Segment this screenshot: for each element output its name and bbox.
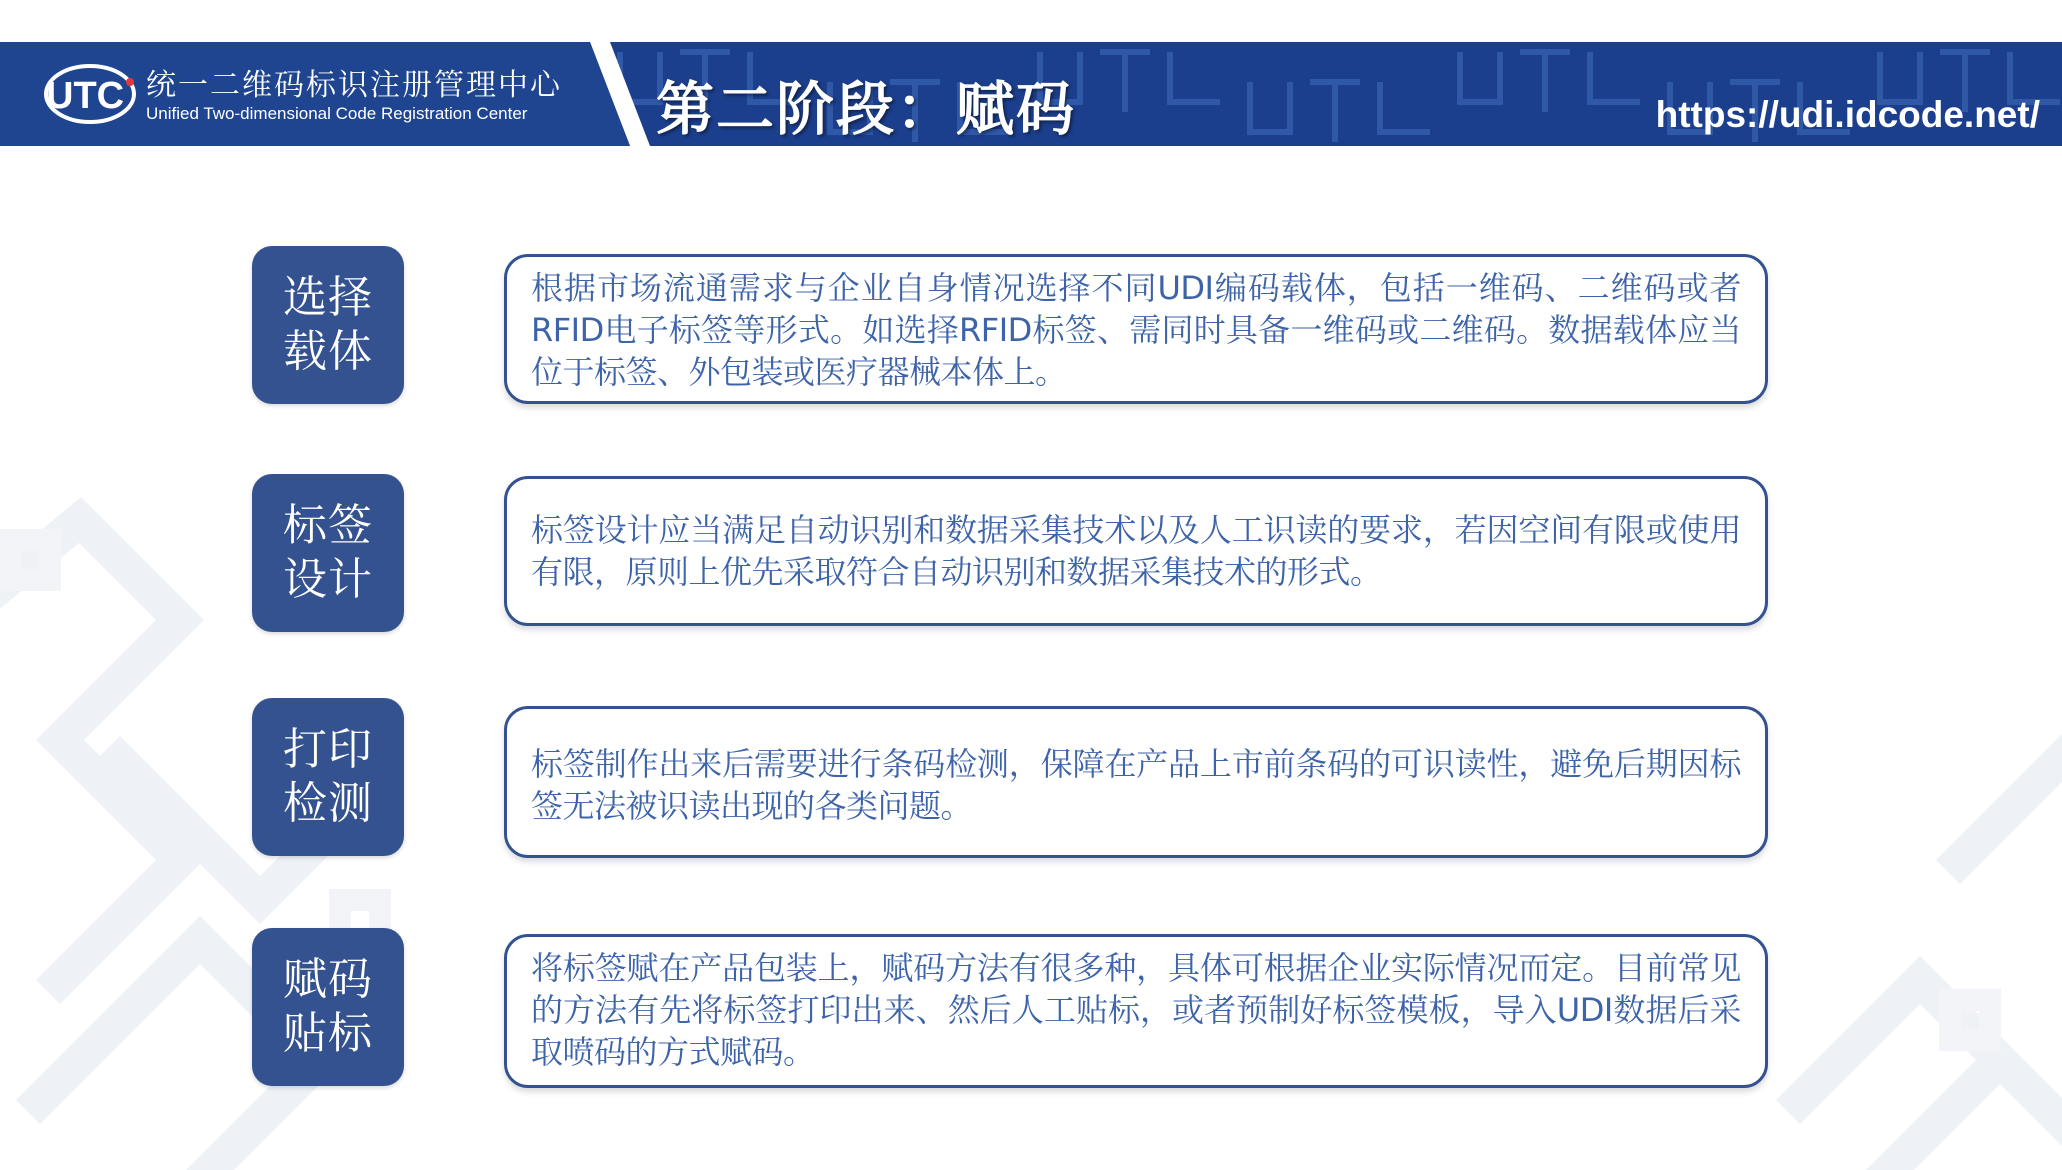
page-title: 第二阶段：赋码: [656, 75, 1077, 143]
step-tag-print-inspect: [252, 698, 404, 856]
step-box-code-labeling: [504, 934, 1768, 1088]
step-description: 将标签赋在产品包装上，赋码方法有很多种，具体可根据企业实际情况而定。目前常见的方法有先将标签打印出来、然后人工贴标，或者预制好标签模板，导入UDI数据后采取喷码的方式赋码。: [531, 949, 1741, 1071]
step-box-label-design: [504, 476, 1768, 626]
utc-logo-icon: [38, 60, 138, 126]
step-tag-label-design: [252, 474, 404, 632]
step-tag-select-carrier: [252, 246, 404, 404]
org-name-cn: 统一二维码标识注册管理中心: [146, 68, 562, 103]
step-description: 标签制作出来后需要进行条码检测，保障在产品上市前条码的可识读性，避免后期因标签无法被识读出现的各类问题。: [531, 745, 1741, 825]
logo-text: UTC: [46, 75, 125, 117]
step-box-select-carrier: [504, 254, 1768, 404]
step-tag-line1: 标签: [283, 500, 373, 551]
step-tag-line1: 打印: [283, 724, 373, 775]
step-tag-line1: 选择: [283, 272, 373, 323]
step-description: 根据市场流通需求与企业自身情况选择不同UDI编码载体，包括一维码、二维码或者RFID电子标签等形式。如选择RFID标签、需同时具备一维码或二维码。数据载体应当位于标签、外包装或医疗器械本体上。: [531, 269, 1741, 391]
site-url[interactable]: https://udi.idcode.net/: [1655, 94, 2040, 135]
step-tag-line2: 贴标: [283, 1008, 373, 1059]
header-banner: [0, 42, 2062, 146]
step-tag-line2: 载体: [283, 326, 373, 377]
step-tag-line2: 检测: [283, 778, 373, 829]
org-name-en: Unified Two-dimensional Code Registration Center: [146, 104, 528, 123]
step-description: 标签设计应当满足自动识别和数据采集技术以及人工识读的要求，若因空间有限或使用有限，原则上优先采取符合自动识别和数据采集技术的形式。: [531, 511, 1741, 591]
step-tag-line1: 赋码: [283, 954, 373, 1005]
step-box-print-inspect: [504, 706, 1768, 858]
header-divider-slash: [560, 42, 650, 146]
step-tag-code-labeling: [252, 928, 404, 1086]
step-tag-line2: 设计: [283, 554, 373, 605]
